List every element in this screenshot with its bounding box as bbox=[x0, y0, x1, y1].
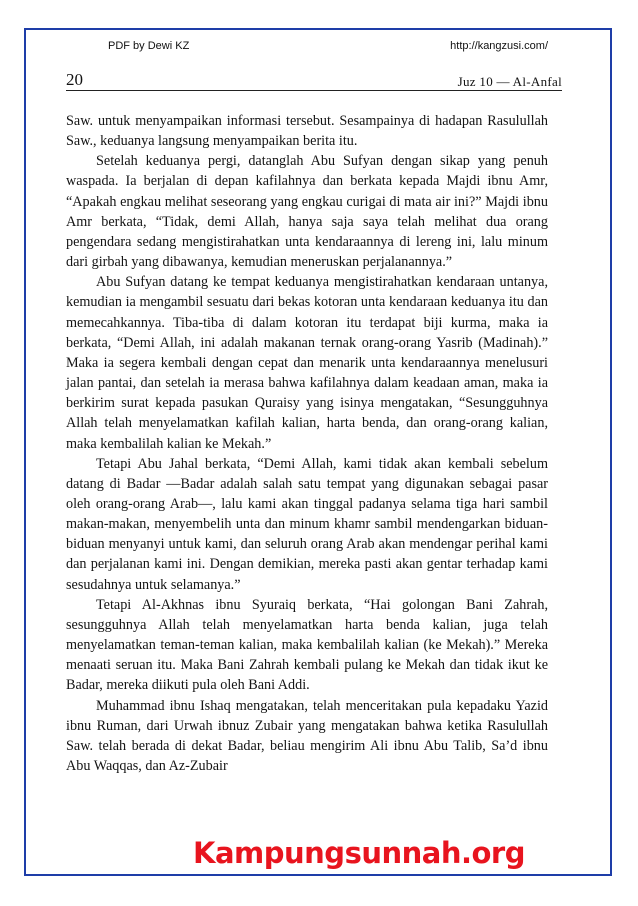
paragraph: Saw. untuk menyampaikan informasi tersebut. Sesampainya di hadapan Rasulullah Saw., keduanya langsung menyampaikan berita itu. bbox=[66, 113, 548, 150]
body-text bbox=[66, 111, 548, 776]
paragraph: Muhammad ibnu Ishaq mengatakan, telah menceritakan pula kepadaku Yazid ibnu Ruman, dari Urwah ibnuz Zubair yang mengatakan bahwa ketika Rasulullah Saw. telah berada di dekat Badar, beliau mengirim Ali ibnu Abu Talib, Sa’d ibnu Abu Waqqas, dan Az-Zubair bbox=[66, 697, 548, 774]
paragraph: Tetapi Abu Jahal berkata, “Demi Allah, kami tidak akan kembali sebelum datang di Badar —Badar adalah salah satu tempat yang digunakan sebagai pasar oleh orang-orang Arab—, lalu kami akan tinggal padanya selama tiga hari sambil makan-makan, menyembelih unta dan minum khamr sambil mendengarkan biduan-biduan menyanyi untuk kami, dan seluruh orang Arab akan mendengar perihal kami dan perjalanan kami ini. Dengan demikian, mereka pasti akan gentar terhadap kami sesudahnya untuk selamanya.” bbox=[66, 455, 548, 593]
paragraph: Abu Sufyan datang ke tempat keduanya mengistirahatkan kendaraan untanya, kemudian ia mengambil sesuatu dari bekas kotoran unta kendaraan keduanya itu dan memecahkannya. Tiba-tiba di dalam kotoran itu terdapat biji kurma, maka ia berkata, “Demi Allah, ini adalah makanan ternak orang-orang Yasrib (Madinah).” Maka ia segera kembali dengan cepat dan menarik unta kendaraannya menelusuri jalan pantai, dan setelah ia merasa bahwa kafilahnya dalam keadaan aman, maka ia berkirim surat kepada pasukan Quraisy yang isinya mengatakan, “Sesungguhnya Allah telah menyelamatkan kafilah kalian, harta benda, dan orang-orang kalian, maka kembalilah kalian ke Mekah.” bbox=[66, 274, 548, 452]
pdf-url[interactable]: http://kangzusi.com/ bbox=[450, 40, 548, 52]
juz-label: Juz 10 — Al-Anfal bbox=[457, 74, 562, 89]
pdf-author: PDF by Dewi KZ bbox=[108, 40, 190, 52]
pdf-header bbox=[108, 40, 548, 52]
paragraph: Setelah keduanya pergi, datanglah Abu Sufyan dengan sikap yang penuh waspada. Ia berjalan di depan kafilahnya dan berkata kepada Majdi ibnu Amr, “Apakah engkau melihat seseorang yang engkau curigai di mata air ini?” Majdi ibnu Amr berkata, “Tidak, demi Allah, hanya saja saya telah melihat dua orang pengendara sedang mengistirahatkan unta kendaraannya di lereng ini, lalu minum dari girbah yang dibawanya, kemudian meneruskan perjalanannya.” bbox=[66, 153, 548, 271]
page-number: 20 bbox=[66, 70, 83, 89]
watermark-logo[interactable]: Kampungsunnah.org bbox=[193, 836, 525, 870]
header-rule bbox=[66, 90, 562, 91]
paragraph: Tetapi Al-Akhnas ibnu Syuraiq berkata, “Hai golongan Bani Zahrah, sesungguhnya Allah telah menyelamatkan harta benda kalian, juga telah menyelamatkan teman-teman kalian, maka kembalilah kalian (ke Mekah).” Mereka menaati seruan itu. Maka Bani Zahrah kembali pulang ke Mekah dan tidak ikut ke Badar, mereka diikuti pula oleh Bani Addi. bbox=[66, 596, 548, 694]
